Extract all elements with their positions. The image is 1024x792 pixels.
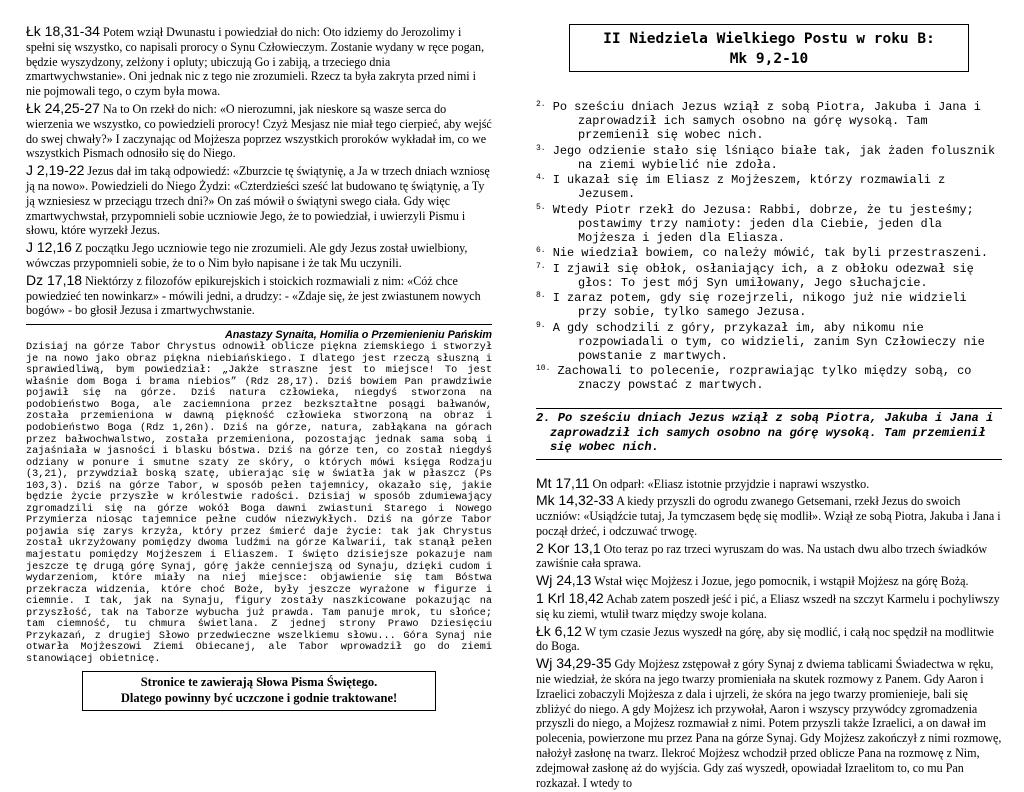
verse-number: 3. bbox=[536, 143, 546, 153]
reverence-notice bbox=[82, 671, 436, 711]
verse bbox=[536, 291, 1002, 319]
reference-text: Z początku Jego uczniowie tego nie zrozumieli. Ale gdy Jezus został uwielbiony, wówczas przypomnieli sobie, że to o Nim było napisane i że tak Mu uczynili. bbox=[26, 241, 468, 270]
reference-entry bbox=[536, 656, 1002, 790]
verse-number: 2. bbox=[536, 100, 546, 109]
reference-text: Na to On rzekł do nich: «O nierozumni, jak nieskore są wasze serca do wierzenia we wszystko, co powiedzieli prorocy! Czyż Mesjasz nie miał tego cierpieć, aby wejść do swej chwały?» I zaczynając od Mojżesza poprzez wszystkich proroków wykładał im, co we wszystkich Pismach odnosiło się do Niego. bbox=[26, 101, 492, 161]
reference-entry bbox=[536, 476, 1002, 492]
reference-citation: Mt 17,11 bbox=[536, 474, 590, 491]
page-title bbox=[569, 24, 969, 72]
verse bbox=[536, 246, 1002, 260]
verse-number: 5. bbox=[536, 202, 546, 212]
verse-text: I zaraz potem, gdy się rozejrzeli, nikogo już nie widzieli przy sobie, tylko samego Jezusa. bbox=[552, 291, 967, 319]
title-line: II Niedziela Wielkiego Postu w roku B: bbox=[603, 31, 935, 47]
reference-entry bbox=[26, 163, 492, 238]
homily-text: Dzisiaj na górze Tabor Chrystus odnowił oblicze piękna ziemskiego i stworzył je na nowo jako obraz piękna niebiańskiego. I dlatego jest rzeczą słuszną i sprawiedliwą, bym powiedział: „Jakże straszne jest to miejsce! To jest właśnie dom Boga i brama niebios” (Rdz 28,17). Dziś bowiem Pan prawdziwie pojawił się na górze. Dziś natura człowieka, niegdyś stworzona na podobieństwo Boga, ale zaciemniona przez bezkształtne posągi bałwanów, została przemieniona w dawną piękność człowieka stworzoną na obraz i podobieństwo Boga (Rdz 1,26n). Dziś na górze, natura, zabłąkana na górach przez bałwochwalstwo, została przemieniona, pozostając jednak sama sobą i zajaśniała w jasności i blasku bóstwa. Dziś na górze ten, co został niegdyś odziany w ponure i smutne szaty ze skóry, o których mówi księga Rodzaju (3,21), przywdział boską szatę, ubierając się w światła jak w płaszcz (Ps 103,3). Dziś na górze Tabor, w sposób pełen tajemnicy, okazało się, jakie będzie życie przyszłe w królestwie radości. Dzisiaj w sposób zdumiewający zgromadzili się na górze wokół Boga dawni zwiastuni Starego i Nowego Przymierza niosąc tajemnice pełne cudów niezwykłych. Dziś na górze Tabor pojawia się zarys krzyża, który przez śmierć daje życie: tak jak Chrystus został ukrzyżowany pomiędzy dwoma ludźmi na górze Kalwarii, tak stanął pełen majestatu pomiędzy Mojżeszem i Eliaszem. I święto dzisiejsze pokazuje nam jeszcze tę drugą górę Synaj, górę jakże cenniejszą od Synaju, dzięki cudom i wydarzeniom, które miały na niej miejsce: objawienie się tam Bóstwa przekracza widzenia, które choć Boże, były jeszcze wyrażone w figurze i ciemnie. I tak, jak na Synaju, figury zostały naszkicowane pokazując na przyszłość, tak na Taborze wybucha już prawda. Tam panuje mrok, tu słońce; tam ciemność, tu chmura świetlana. Z jednej strony Prawo Dziesięciu Przykazań, z drugiej Słowo przedwieczne wszelkiemu słowu... Góra Synaj nie otwarła Mojżeszowi Ziemi Obiecanej, ale Tabor wprowadził go do ziemi stanowiącej obietnicę. bbox=[26, 342, 492, 665]
reference-text: A kiedy przyszli do ogrodu zwanego Getsemani, rzekł Jezus do swoich uczniów: «Usiądźcie tutaj, Ja tymczasem będę się modlił». Wziął ze sobą Piotra, Jakuba i Jana i począł drżeć, i odczuwać trwogę. bbox=[536, 494, 1001, 538]
reference-entry bbox=[536, 493, 1002, 538]
verse-text: Zachowali to polecenie, rozprawiając tylko między sobą, co znaczy powstać z martwych. bbox=[557, 364, 972, 392]
verse bbox=[536, 262, 1002, 290]
reference-text: Wstał więc Mojżesz i Jozue, jego pomocnik, i wstąpił Mojżesz na górę Bożą. bbox=[594, 574, 969, 589]
reference-entry bbox=[26, 101, 492, 161]
reference-citation: J 2,19-22 bbox=[26, 162, 85, 179]
reference-citation: Łk 6,12 bbox=[536, 622, 582, 639]
right-column bbox=[536, 0, 1002, 792]
verse-number: 10. bbox=[536, 364, 551, 373]
notice-line: Dlatego powinny być uczczone i godnie traktowane! bbox=[120, 690, 398, 705]
reference-entry bbox=[26, 24, 492, 99]
reference-citation: 2 Kor 13,1 bbox=[536, 539, 601, 556]
verse-text: A gdy schodzili z góry, przykazał im, aby nikomu nie rozpowiadali o tym, co widzieli, zanim Syn Człowieczy nie powstanie z martwych. bbox=[552, 320, 985, 363]
left-references bbox=[26, 24, 492, 318]
verse-text: Wtedy Piotr rzekł do Jezusa: Rabbi, dobrze, że tu jesteśmy; postawimy trzy namioty: jeden dla Ciebie, jeden dla Mojżesza i jeden dla Eliasza. bbox=[552, 202, 974, 245]
reference-citation: Dz 17,18 bbox=[26, 271, 83, 288]
verse-text: I zjawił się obłok, osłaniający ich, a z obłoku odezwał się głos: To jest mój Syn umiłowany, Jego słuchajcie. bbox=[552, 261, 974, 290]
reference-citation: 1 Krl 18,42 bbox=[536, 590, 604, 607]
verse-text: I ukazał się im Eliasz z Mojżeszem, którzy rozmawiali z Jezusem. bbox=[552, 173, 946, 201]
reference-text: On odparł: «Eliasz istotnie przyjdzie i naprawi wszystko. bbox=[592, 476, 870, 491]
title-line: Mk 9,2-10 bbox=[729, 51, 809, 67]
verse bbox=[536, 203, 1002, 245]
reference-entry bbox=[536, 541, 1002, 572]
homily-title: Anastazy Synaita, Homilia o Przemienieniu Pańskim bbox=[224, 329, 492, 342]
reference-text: Jezus dał im taką odpowiedź: «Zburzcie tę świątynię, a Ja w trzech dniach wzniosę ją na nowo». Powiedzieli do Niego Żydzi: «Czterdzieści sześć lat budowano tę świątynię, a Ty ją wzniesiesz w przeciągu trzech dni?» On zaś mówił o świątyni swego ciała. Gdy więc zmartwychwstał, przypomnieli sobie uczniowie Jego, że to powiedział, i uwierzyli Pismu i słowu, które wyrzekł Jezus. bbox=[26, 164, 490, 238]
reference-citation: J 12,16 bbox=[26, 239, 72, 256]
verse bbox=[536, 144, 1002, 172]
reference-citation: Łk 24,25-27 bbox=[26, 99, 100, 116]
verse bbox=[536, 100, 1002, 142]
reference-citation: Wj 24,13 bbox=[536, 572, 592, 589]
reference-entry bbox=[536, 573, 1002, 589]
reference-entry bbox=[26, 240, 492, 271]
reference-citation: Łk 18,31-34 bbox=[26, 23, 100, 39]
left-column bbox=[26, 0, 492, 711]
verse-number: 4. bbox=[536, 173, 546, 182]
verse bbox=[536, 321, 1002, 363]
reference-text: Niektórzy z filozofów epikurejskich i stoickich rozmawiali z nim: «Cóż chce powiedzieć ten nowinkarz» - mówili jedni, a drudzy: - «Zdaje się, że jest zwiastunem nowych bogów» - bo głosił Jezusa i zmartwychwstanie. bbox=[26, 273, 481, 318]
reference-citation: Wj 34,29-35 bbox=[536, 655, 612, 672]
verse bbox=[536, 364, 1002, 392]
reference-text: W tym czasie Jezus wyszedł na górę, aby się modlić, i całą noc spędził na modlitwie do Boga. bbox=[536, 624, 994, 654]
gospel-verses bbox=[536, 100, 1002, 392]
verse-number: 9. bbox=[536, 320, 546, 330]
reference-text: Potem wziął Dwunastu i powiedział do nich: Oto idziemy do Jerozolimy i spełni się wszystko, co napisali prorocy o Synu Człowieczym. Zostanie wydany w ręce pogan, będzie wyszydzony, zelżony i opluty; ubiczują Go i zabiją, a trzeciego dnia zmartwychwstanie». Oni jednak nic z tego nie zrozumieli. Rzecz ta była zakryta przed nimi i nie pojmowali tego, o czym była mowa. bbox=[26, 25, 485, 99]
notice-line: Stronice te zawierają Słowa Pisma Świętego. bbox=[140, 675, 378, 690]
reference-citation: Mk 14,32-33 bbox=[536, 492, 614, 509]
reference-entry bbox=[536, 591, 1002, 622]
reference-text: Achab zatem poszedł jeść i pić, a Eliasz wszedł na szczyt Karmelu i pochyliwszy się ku ziemi, wtulił twarz między swoje kolana. bbox=[536, 592, 1000, 621]
verse-text: Po sześciu dniach Jezus wziął z sobą Piotra, Jakuba i Jana i zaprowadził ich samych osobno na górę wysoką. Tam przemienił się wobec nich. bbox=[552, 100, 981, 142]
right-references bbox=[536, 476, 1002, 791]
reference-text: Gdy Mojżesz zstępował z góry Synaj z dwiema tablicami Świadectwa w ręku, nie wiedział, że skóra na jego twarzy promieniała na skutek rozmowy z Panem. Gdy Aaron i Izraelici zobaczyli Mojżesza z dala i ujrzeli, że skóra na jego twarzy promienieje, bali się zbliżyć do niego. A gdy Mojżesz ich przywołał, Aaron i wszyscy przywódcy zgromadzenia przyszli do niego, a Mojżesz rozmawiał z nimi. Potem przyszli także Izraelici, a on dawał im polecenia, powierzone mu przez Pana na górze Synaj. Gdy Mojżesz zakończył z nimi rozmowę, nałożył zasłonę na twarz. Ilekroć Mojżesz wchodził przed oblicze Pana na rozmowę z Nim, zdejmował zasłonę aż do wyjścia. Gdy zaś wyszedł, opowiadał Izraelitom to, co mu Pan rozkazał. I wtedy to bbox=[536, 657, 1002, 790]
divider bbox=[26, 324, 492, 325]
verse-number: 7. bbox=[536, 261, 546, 271]
verse-text: Jego odzienie stało się lśniąco białe tak, jak żaden folusznik na ziemi wybielić nie zdoła. bbox=[552, 143, 996, 172]
highlighted-verse: 2. Po sześciu dniach Jezus wziął z sobą Piotra, Jakuba i Jana i zaprowadził ich samych osobno na górę wysoką. Tam przemienił się wobec nich. bbox=[536, 408, 1002, 460]
verse-text: Nie wiedział bowiem, co należy mówić, tak byli przestraszeni. bbox=[552, 246, 989, 260]
verse-number: 6. bbox=[536, 246, 546, 255]
reference-entry bbox=[26, 273, 492, 318]
reference-entry bbox=[536, 624, 1002, 655]
verse-number: 8. bbox=[536, 291, 546, 300]
reference-text: Oto teraz po raz trzeci wyruszam do was. Na ustach dwu albo trzech świadków zawiśnie cała sprawa. bbox=[536, 541, 988, 571]
verse bbox=[536, 173, 1002, 201]
